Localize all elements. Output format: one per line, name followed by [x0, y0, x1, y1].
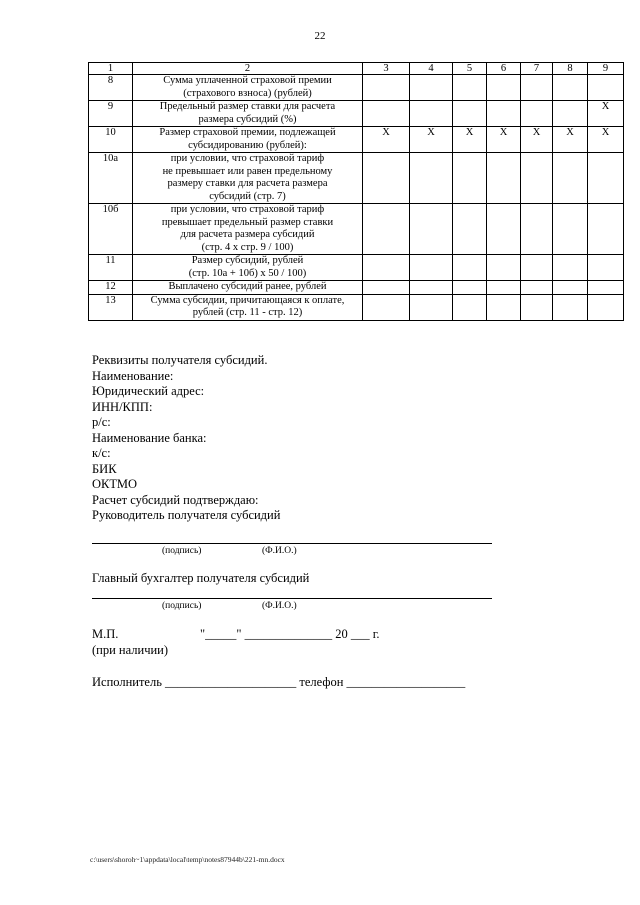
column-number: 9 [588, 63, 624, 75]
value-cell [521, 255, 553, 281]
value-cell [553, 255, 588, 281]
value-cell [521, 101, 553, 127]
if-available-note: (при наличии) [92, 643, 169, 657]
caption-full-name: (Ф.И.О.) [262, 546, 297, 556]
column-number: 8 [553, 63, 588, 75]
value-cell [363, 153, 410, 204]
value-cell [487, 153, 521, 204]
value-cell [410, 75, 453, 101]
recipient-requisites [92, 353, 280, 524]
row-label [133, 127, 363, 153]
table-row [89, 127, 624, 153]
value-cell [521, 204, 553, 255]
row-number: 10 [89, 127, 133, 153]
row-label-line: Предельный размер ставки для расчета [159, 101, 336, 112]
row-label-line: Размер страховой премии, подлежащей [159, 127, 336, 138]
row-label [133, 101, 363, 127]
row-label-line: субсидий (стр. 7) [209, 190, 286, 202]
value-cell [588, 255, 624, 281]
value-cell [453, 281, 487, 295]
value-cell [487, 75, 521, 101]
value-cell [553, 101, 588, 127]
requisite-line: ИНН/КПП: [92, 399, 153, 414]
value-cell [588, 281, 624, 295]
table-row [89, 75, 624, 101]
value-cell [410, 153, 453, 204]
value-cell [487, 204, 521, 255]
value-cell: X [487, 127, 521, 153]
value-cell [487, 255, 521, 281]
value-cell: X [453, 127, 487, 153]
column-number: 5 [453, 63, 487, 75]
signature-line-head [92, 543, 492, 544]
row-label-line: превышает предельный размер ставки [161, 216, 334, 228]
row-label [133, 75, 363, 101]
value-cell [363, 255, 410, 281]
requisite-line: ОКТМО [92, 477, 137, 491]
row-number: 13 [89, 294, 133, 320]
requisite-line: БИК [92, 461, 117, 476]
table-row [89, 153, 624, 204]
chief-accountant-label: Главный бухгалтер получателя субсидий [92, 571, 310, 585]
value-cell [410, 101, 453, 127]
row-label-line: при условии, что страховой тариф [170, 153, 325, 164]
caption-signature: (подпись) [162, 546, 202, 556]
row-number: 10б [89, 204, 133, 255]
row-label [133, 255, 363, 281]
requisite-line: Наименование банка: [92, 430, 207, 445]
table-row [89, 255, 624, 281]
stamp-label: М.П. [92, 627, 119, 641]
value-cell [521, 153, 553, 204]
requisite-line: Наименование: [92, 368, 174, 383]
row-label-line: не превышает или равен предельному [162, 165, 333, 177]
value-cell [553, 204, 588, 255]
value-cell [410, 255, 453, 281]
row-label-line: размеру ставки для расчета размера [167, 178, 328, 189]
column-number: 1 [89, 63, 133, 75]
page-number: 22 [314, 30, 326, 42]
row-label [133, 281, 363, 295]
value-cell [487, 294, 521, 320]
table-header-row [89, 63, 624, 75]
value-cell [521, 75, 553, 101]
value-cell [363, 101, 410, 127]
table-row [89, 101, 624, 127]
requisite-line: Реквизиты получателя субсидий. [92, 353, 268, 367]
value-cell [453, 255, 487, 281]
executor-line: Исполнитель _____________________ телефон ___________________ [92, 675, 466, 689]
row-label-line: рублей (стр. 11 - стр. 12) [192, 307, 303, 318]
row-label [133, 204, 363, 255]
value-cell [487, 101, 521, 127]
value-cell [363, 281, 410, 295]
value-cell [453, 153, 487, 204]
row-number: 9 [89, 101, 133, 127]
row-label-line: при условии, что страховой тариф [170, 204, 325, 215]
value-cell: X [588, 127, 624, 153]
row-label-line: Сумма субсидии, причитающаяся к оплате, [150, 294, 345, 306]
column-number: 6 [487, 63, 521, 75]
value-cell [553, 153, 588, 204]
row-label-line: Размер субсидий, рублей [191, 255, 304, 266]
row-label-line: (страхового взноса) (рублей) [183, 87, 312, 99]
row-number: 8 [89, 75, 133, 101]
value-cell [410, 204, 453, 255]
requisite-line: Руководитель получателя субсидий [92, 508, 281, 522]
value-cell [588, 153, 624, 204]
table-row [89, 281, 624, 295]
value-cell [363, 204, 410, 255]
value-cell [453, 294, 487, 320]
value-cell [553, 294, 588, 320]
value-cell [521, 281, 553, 295]
value-cell: X [363, 127, 410, 153]
value-cell [363, 294, 410, 320]
column-number: 3 [363, 63, 410, 75]
row-number: 12 [89, 281, 133, 295]
table-row [89, 204, 624, 255]
value-cell [453, 75, 487, 101]
row-label-line: Сумма уплаченной страховой премии [163, 75, 332, 86]
value-cell [553, 75, 588, 101]
column-number: 7 [521, 63, 553, 75]
row-label-line: для расчета размера субсидий [180, 229, 315, 240]
caption-signature-accountant: (подпись) [162, 601, 202, 611]
value-cell [588, 204, 624, 255]
requisite-line: Расчет субсидий подтверждаю: [92, 492, 259, 507]
value-cell [588, 75, 624, 101]
column-number: 4 [410, 63, 453, 75]
date-line: "_____" ______________ 20 ___ г. [200, 627, 380, 641]
value-cell: X [521, 127, 553, 153]
value-cell [487, 281, 521, 295]
table-row [89, 294, 624, 320]
row-label [133, 294, 363, 320]
row-label-line: субсидированию (рублей): [188, 139, 307, 151]
value-cell: X [410, 127, 453, 153]
requisite-line: Юридический адрес: [92, 384, 205, 398]
row-label [133, 153, 363, 204]
row-number: 10а [89, 153, 133, 204]
value-cell [410, 294, 453, 320]
requisite-line: р/с: [92, 415, 111, 429]
row-label-line: (стр. 4 x стр. 9 / 100) [201, 241, 294, 253]
value-cell [521, 294, 553, 320]
value-cell [553, 281, 588, 295]
value-cell [363, 75, 410, 101]
requisite-line: к/с: [92, 446, 111, 460]
row-label-line: размера субсидий (%) [198, 113, 297, 125]
value-cell [453, 101, 487, 127]
row-number: 11 [89, 255, 133, 281]
row-label-line: (стр. 10а + 10б) x 50 / 100) [188, 267, 307, 279]
subsidy-table [88, 62, 624, 321]
value-cell [588, 294, 624, 320]
value-cell [453, 204, 487, 255]
caption-full-name-accountant: (Ф.И.О.) [262, 601, 297, 611]
footer-file-path: c:\users\shoroh~1\appdata\local\temp\notes87944b\221-mn.docx [90, 855, 285, 864]
row-label-line: Выплачено субсидий ранее, рублей [168, 281, 327, 292]
value-cell: X [553, 127, 588, 153]
value-cell [410, 281, 453, 295]
column-number: 2 [133, 63, 363, 75]
value-cell: X [588, 101, 624, 127]
signature-line-accountant [92, 598, 492, 599]
